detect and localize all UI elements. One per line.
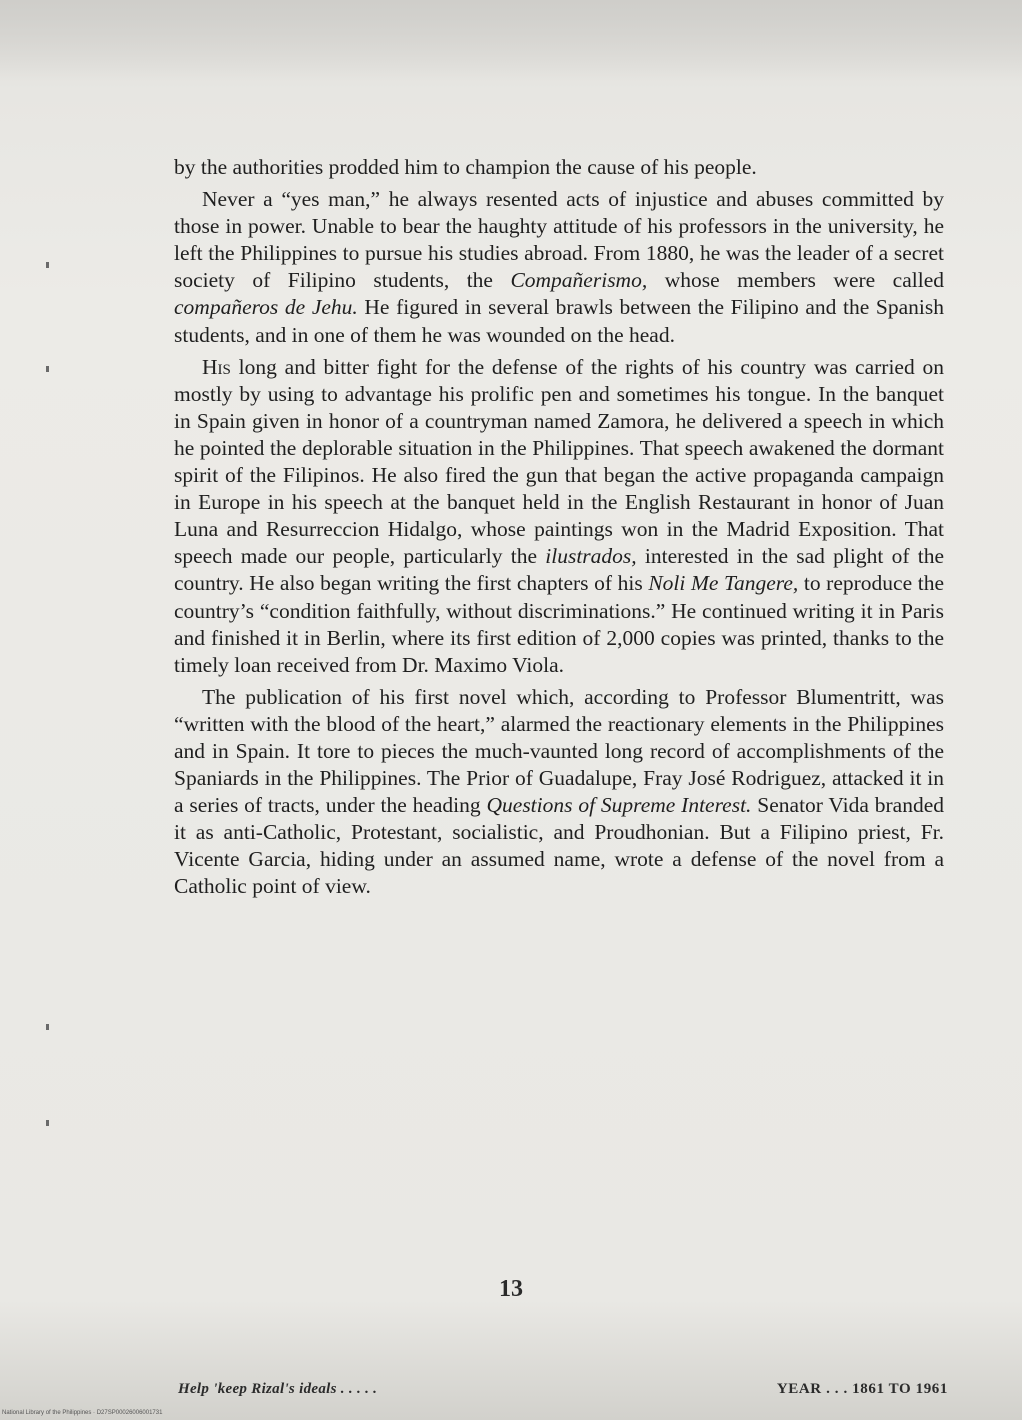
margin-mark	[46, 262, 49, 268]
paragraph-2	[174, 186, 944, 349]
scan-stamp: National Library of the Philippines · D27SP00026006001731	[2, 1410, 163, 1416]
paragraph-2-text-b: whose members were called	[647, 268, 944, 293]
paragraph-3-text-a: long and bitter fight for the defense of the rights of his country was carried on mostly by using to advantage his prolific pen and sometimes his tongue. In the banquet in Spain given in honor of a countryman named Zamora, he delivered a speech in which he pointed the deplorable situation in the Philippines. That speech awakened the dormant spirit of the Filipinos. He also fired the gun that began the active propaganda campaign in Europe in his speech at the banquet held in the English Restaurant in honor of Juan Luna and Resurreccion Hidalgo, whose paintings won in the Madrid Exposition. That speech made our people, particularly the	[174, 354, 944, 569]
companerismo-italic: Compañerismo,	[510, 268, 648, 293]
paragraph-1	[174, 154, 944, 181]
paragraph-3-text-c: to reproduce the country’s “condition faithfully, without discriminations.” He continued writing it in Paris and finished it in Berlin, where its first edition of 2,000 copies was printed, thanks to the timely loan received from Dr. Maximo Viola.	[174, 571, 944, 677]
ilustrados-italic: ilustrados,	[545, 544, 637, 569]
paragraph-4-text-a: The publication of his first novel which, according to Professor Blumentritt, was “written with the blood of the heart,” alarmed the reactionary elements in the Philippines and in Spain. It tore to pieces the much-vaunted long record of accomplishments of the Spaniards in the Philippines. The Prior of Guadalupe, Fray José Rodriguez, attacked it in a series of tracts, under the heading	[174, 684, 944, 818]
scan-shadow	[0, 0, 1022, 80]
paragraph-1-text: by the authorities prodded him to champion the cause of his people.	[174, 155, 757, 179]
paragraph-2-text-a: Never a “yes man,” he always resented acts of injustice and abuses committed by those in power. Unable to bear the haughty attitude of his professors in the university, he left the Philippines to pursue his studies abroad. From 1880, he was the leader of a secret society of Filipino students, the	[174, 187, 944, 293]
margin-mark	[46, 366, 49, 372]
paragraph-4-text-b: Senator Vida branded it as anti-Catholic, Protestant, socialistic, and Proudhonian. But a Filipino priest, Fr. Vicente Garcia, hiding under an assumed name, wrote a defense of the novel from a Catholic point of view.	[174, 793, 944, 899]
questions-title-italic: Questions of Supreme Interest.	[486, 793, 752, 818]
noli-me-tangere-italic: Noli Me Tangere,	[648, 571, 799, 596]
footer-year-range: YEAR . . . 1861 TO 1961	[776, 1381, 948, 1397]
paragraph-3	[174, 354, 944, 679]
margin-mark	[46, 1120, 49, 1126]
paragraph-3-lead: His	[202, 354, 231, 379]
footer-slogan: Help 'keep Rizal's ideals . . . . .	[178, 1381, 378, 1397]
page-number: 13	[499, 1276, 523, 1302]
paragraph-4	[174, 684, 944, 901]
body-text	[174, 154, 944, 901]
margin-mark	[46, 1024, 49, 1030]
companeros-italic: compañeros de Jehu.	[174, 295, 358, 320]
paragraph-2-text-c: He figured in several brawls between the Filipino and the Spanish students, and in one of them he was wounded on the head.	[174, 295, 944, 347]
paragraph-3-text-b: interested in the sad plight of the country. He also began writing the first chapters of his	[174, 544, 944, 596]
